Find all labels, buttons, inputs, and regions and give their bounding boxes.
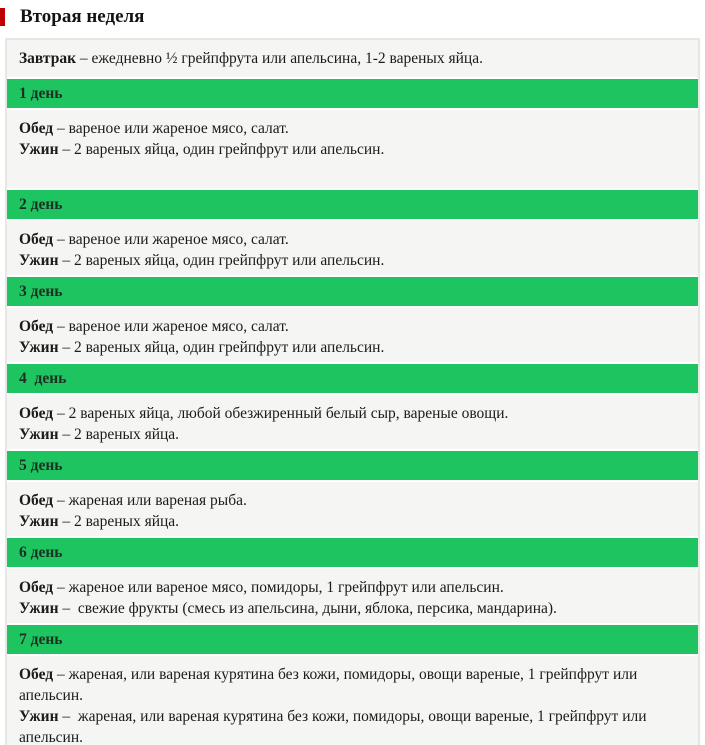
day-header-row [7, 538, 698, 569]
meal-text: – вареное или жареное мясо, салат. [53, 120, 289, 137]
meal-text: – 2 вареных яйца, любой обезжиренный белый сыр, вареные овощи. [53, 405, 509, 422]
meal-line [19, 229, 686, 250]
day-header-label: 7 день [19, 631, 63, 648]
meal-line [19, 664, 686, 706]
meal-label: Обед [19, 579, 54, 596]
day-content-row [7, 221, 698, 277]
meal-text: – вареное или жареное мясо, салат. [53, 231, 289, 248]
meal-label: Завтрак [19, 50, 77, 67]
meal-text: – 2 вареных яйца, один грейпфрут или апельсин. [58, 252, 385, 269]
meal-text: – 2 вареных яйца, один грейпфрут или апельсин. [58, 339, 385, 356]
meal-label: Ужин [19, 141, 59, 158]
meal-text: – 2 вареных яйца. [58, 426, 180, 443]
meal-text: – ежедневно ½ грейпфрута или апельсина, 1-2 вареных яйца. [76, 50, 483, 67]
meal-text: – свежие фрукты (смесь из апельсина, дыни, яблока, персика, мандарина). [58, 600, 557, 617]
day-header-row [7, 625, 698, 656]
day-header-label: 6 день [19, 544, 63, 561]
meal-label: Обед [19, 492, 54, 509]
meal-line [19, 424, 686, 445]
meal-line [19, 577, 686, 598]
meal-line [19, 403, 686, 424]
meal-label: Ужин [19, 600, 59, 617]
day-header-label: 5 день [19, 457, 63, 474]
meal-label: Обед [19, 318, 54, 335]
meal-line [19, 337, 686, 358]
meal-text: – вареное или жареное мясо, салат. [53, 318, 289, 335]
meal-line [19, 316, 686, 337]
meal-text: – жареная, или вареная курятина без кожи, помидоры, овощи вареные, 1 грейпфрут или апельсин. [19, 708, 651, 745]
day-header-row [7, 190, 698, 221]
meal-line [19, 250, 686, 271]
day-content-row [7, 308, 698, 364]
meal-label: Ужин [19, 339, 59, 356]
diet-table [5, 38, 700, 745]
day-header-label: 2 день [19, 196, 63, 213]
page-title: Вторая неделя [20, 6, 145, 27]
meal-label: Обед [19, 231, 54, 248]
meal-label: Обед [19, 120, 54, 137]
meal-line [19, 511, 686, 532]
section-heading [0, 7, 705, 27]
day-content-row [7, 482, 698, 538]
meal-line [19, 490, 686, 511]
meal-line [19, 706, 686, 745]
meal-line [19, 139, 686, 160]
meal-line [19, 48, 686, 69]
meal-label: Ужин [19, 426, 59, 443]
day-header-label: 3 день [19, 283, 63, 300]
day-content-row [7, 656, 698, 745]
day-header-row [7, 79, 698, 110]
meal-line [19, 598, 686, 619]
meal-label: Ужин [19, 252, 59, 269]
day-header-label: 4 день [19, 370, 67, 387]
day-header-row [7, 277, 698, 308]
meal-text: – 2 вареных яйца. [58, 513, 180, 530]
red-accent-bar [0, 8, 5, 26]
meal-text: – 2 вареных яйца, один грейпфрут или апельсин. [58, 141, 385, 158]
meal-text: – жареное или вареное мясо, помидоры, 1 грейпфрут или апельсин. [53, 579, 504, 596]
day-content-row [7, 569, 698, 625]
day-content-row [7, 395, 698, 451]
meal-label: Ужин [19, 708, 59, 725]
meal-text: – жареная или вареная рыба. [53, 492, 247, 509]
day-header-label: 1 день [19, 85, 63, 102]
breakfast-row [7, 40, 698, 79]
meal-line [19, 118, 686, 139]
meal-label: Обед [19, 666, 54, 683]
day-header-row [7, 451, 698, 482]
day-content-row [7, 110, 698, 190]
day-header-row [7, 364, 698, 395]
meal-label: Ужин [19, 513, 59, 530]
meal-text: – жареная, или вареная курятина без кожи, помидоры, овощи вареные, 1 грейпфрут или апельсин. [19, 666, 642, 704]
meal-label: Обед [19, 405, 54, 422]
